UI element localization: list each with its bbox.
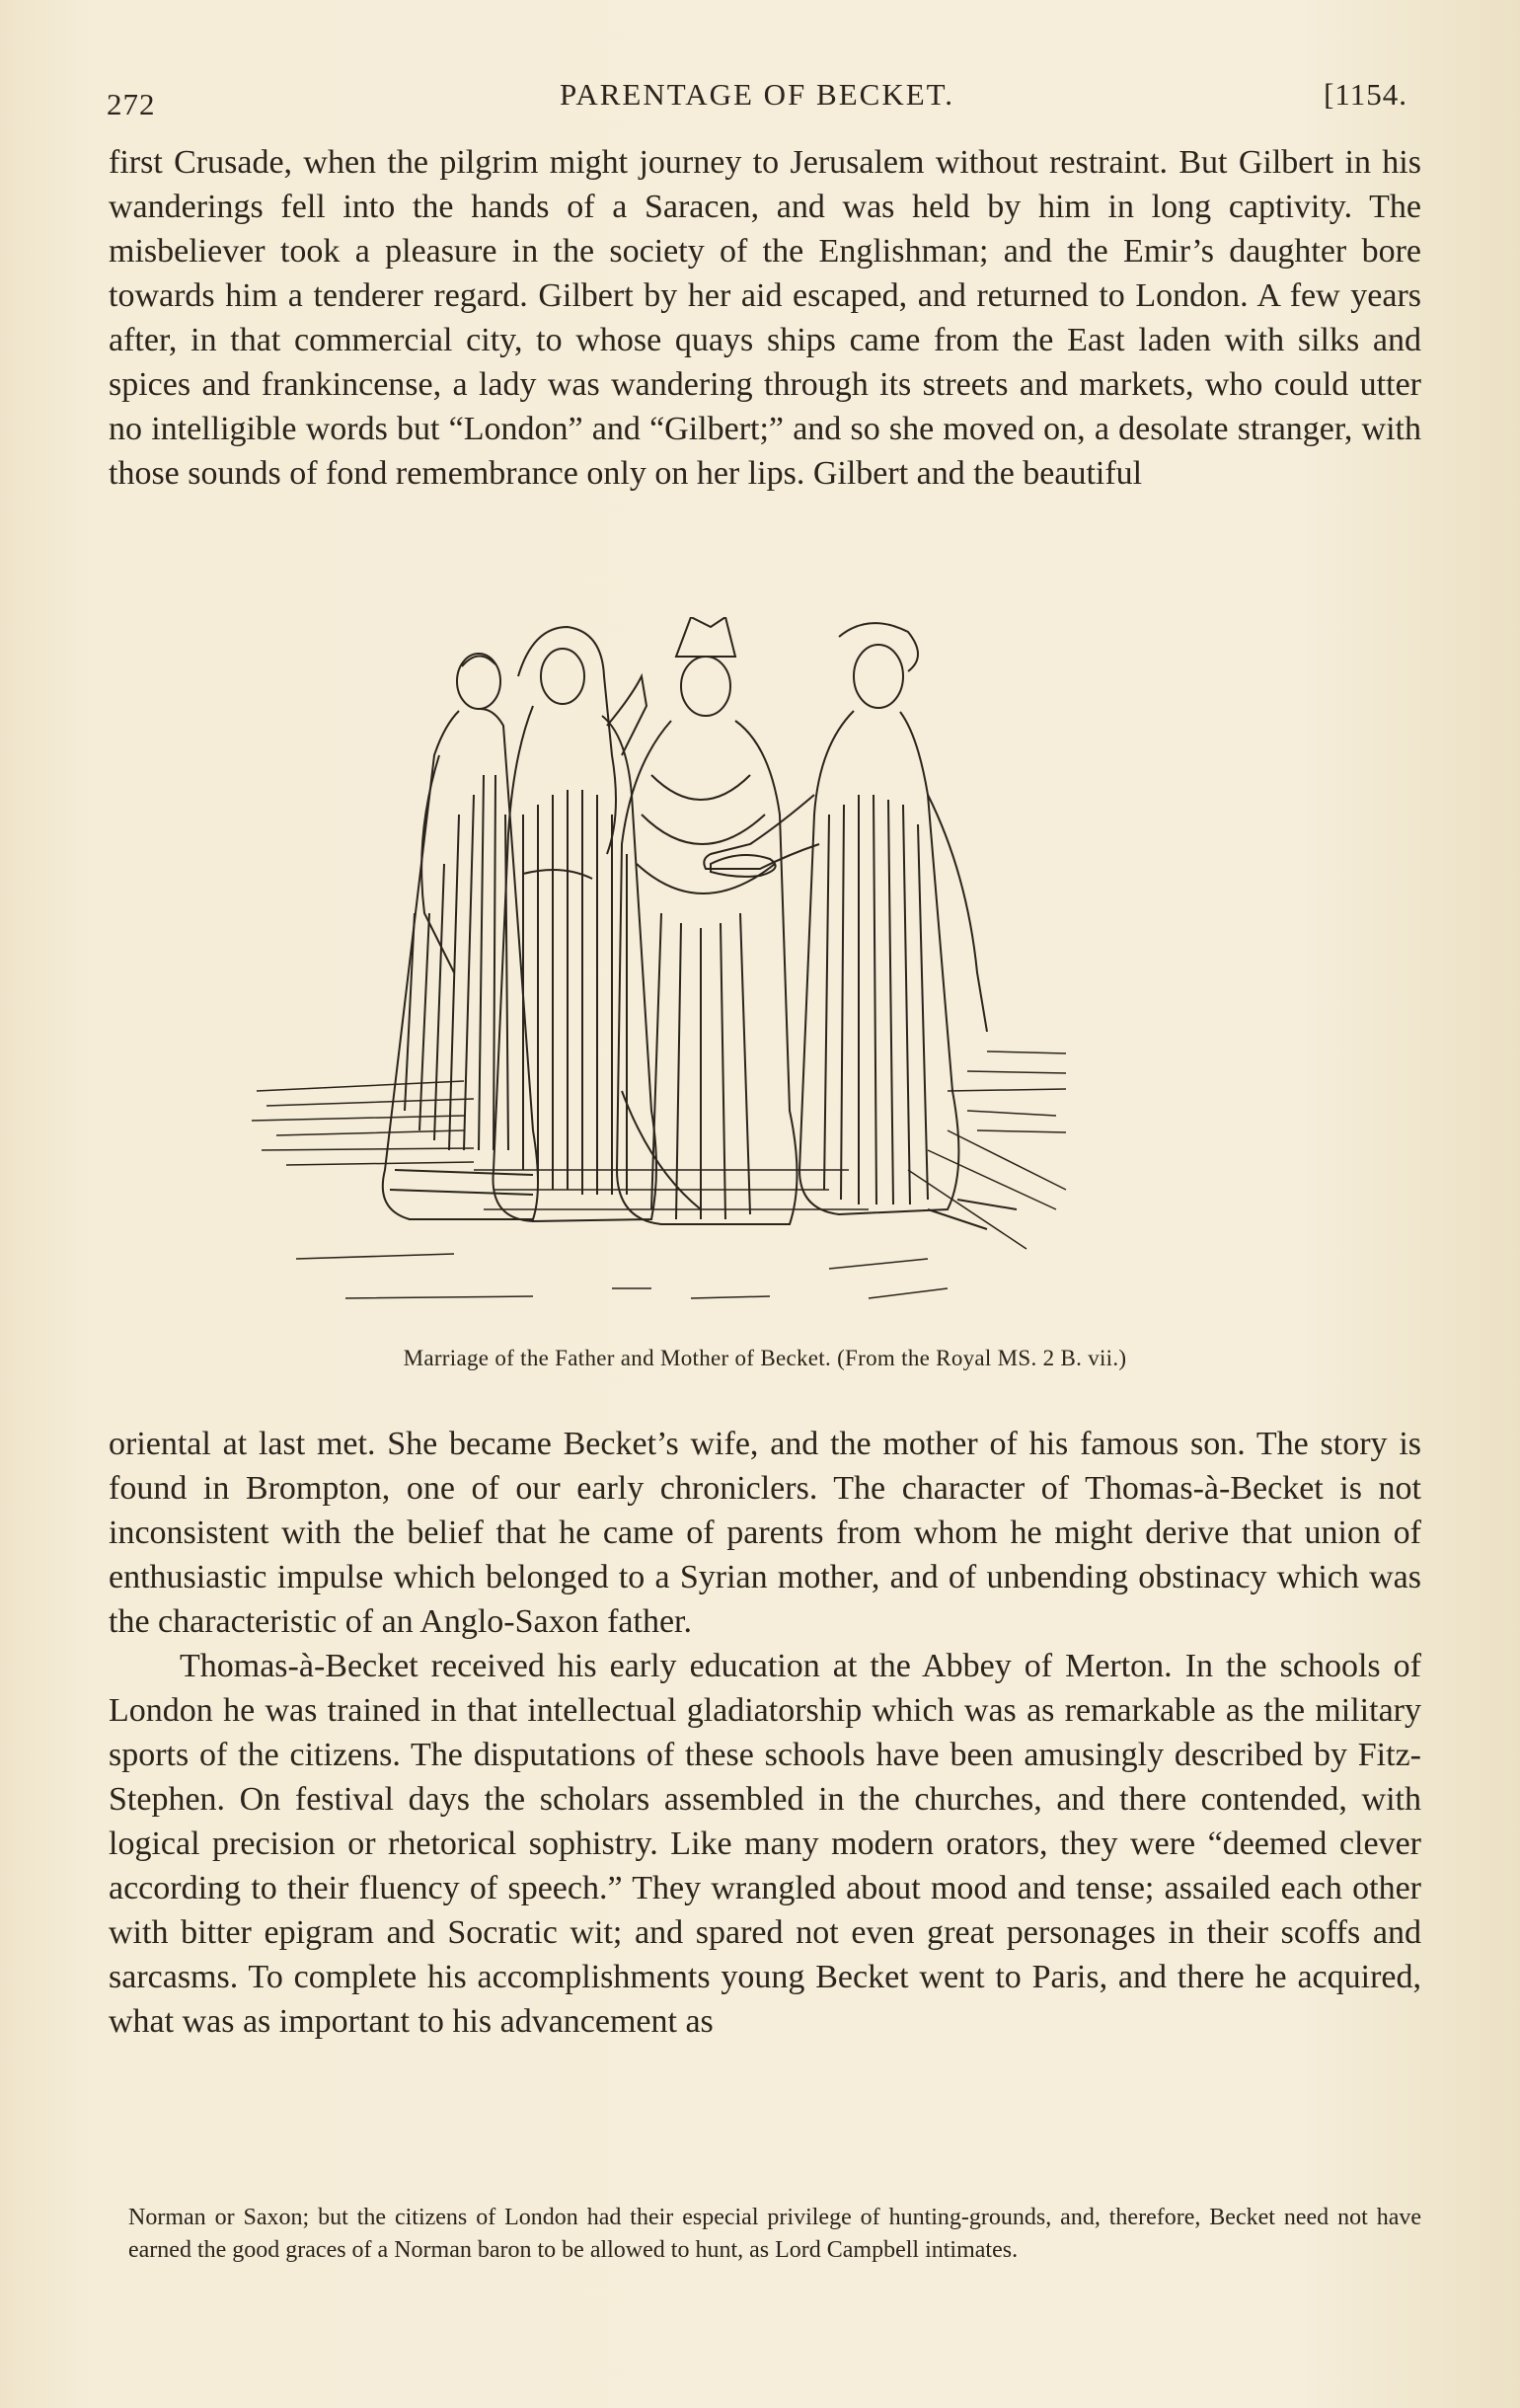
paragraph-continued: first Crusade, when the pilgrim might journey to Jerusalem without restraint. But Gilbert in his wanderings fell into the hands of a Saracen, and was held by him in long captivity. The misbeliever took a pleasure in the society of the Englishman; and the Emir’s daughter bore towards him a tenderer regard. Gilbert by her aid escaped, and returned to London. A few years after, in that commercial city, to whose quays ships came from the East laden with silks and spices and frankincense, a lady was wandering through its streets and markets, who could utter no intelligible words but “London” and “Gilbert;” and so she moved on, a desolate stranger, with those sounds of fond remembrance only on her lips. Gilbert and the beautiful bbox=[109, 144, 1421, 492]
figure-lady-left bbox=[383, 654, 538, 1219]
running-title: PARENTAGE OF BECKET. bbox=[559, 77, 955, 112]
paragraph: Thomas-à-Becket received his early education at the Abbey of Merton. In the schools of London he was trained in that intellectual gladiatorship which was as remarkable as the military sports of the citizens. The disputations of these schools have been amusingly described by Fitz-Stephen. On festival days the scholars assembled in the churches, and there contended, with logical precision or rhetorical sophistry. Like many modern orators, they were “deemed clever according to their fluency of speech.” They wrangled about mood and tense; assailed each other with bitter epigram and Socratic wit; and spared not even great personages in their scoffs and sarcasms. To complete his accomplishments young Becket went to Paris, and there he acquired, what was as important to his advancement as bbox=[109, 1648, 1421, 2040]
footnote bbox=[128, 2202, 1421, 2267]
footnote-text: Norman or Saxon; but the citizens of London had their especial privilege of hunting-grounds, and, therefore, Becket need not have earned the good graces of a Norman baron to be allowed to hunt, as Lord Campbell intimates. bbox=[128, 2205, 1421, 2263]
figure-caption: Marriage of the Father and Mother of Becket. (From the Royal MS. 2 B. vii.) bbox=[403, 1346, 1127, 1370]
paragraph: oriental at last met. She became Becket’s wife, and the mother of his famous son. The story is found in Brompton, one of our early chroniclers. The character of Thomas-à-Becket is not inconsistent with the belief that he came of parents from whom he might derive that union of enthusiastic impulse which belonged to a Syrian mother, and of unbending obstinacy which was the characteristic of an Anglo-Saxon father. bbox=[109, 1426, 1421, 1640]
page-number: 272 bbox=[107, 87, 156, 121]
illustration-marriage bbox=[237, 617, 1303, 1328]
figure-bishop bbox=[617, 617, 798, 1224]
lower-text-block bbox=[109, 1422, 1421, 2044]
header-year: [1154. bbox=[1324, 77, 1407, 112]
woodcut-illustration bbox=[237, 617, 1303, 1328]
running-header bbox=[107, 77, 1407, 122]
figure-gilbert bbox=[704, 623, 1017, 1229]
ground-hatching bbox=[252, 1051, 1066, 1298]
top-text-block bbox=[109, 140, 1421, 496]
